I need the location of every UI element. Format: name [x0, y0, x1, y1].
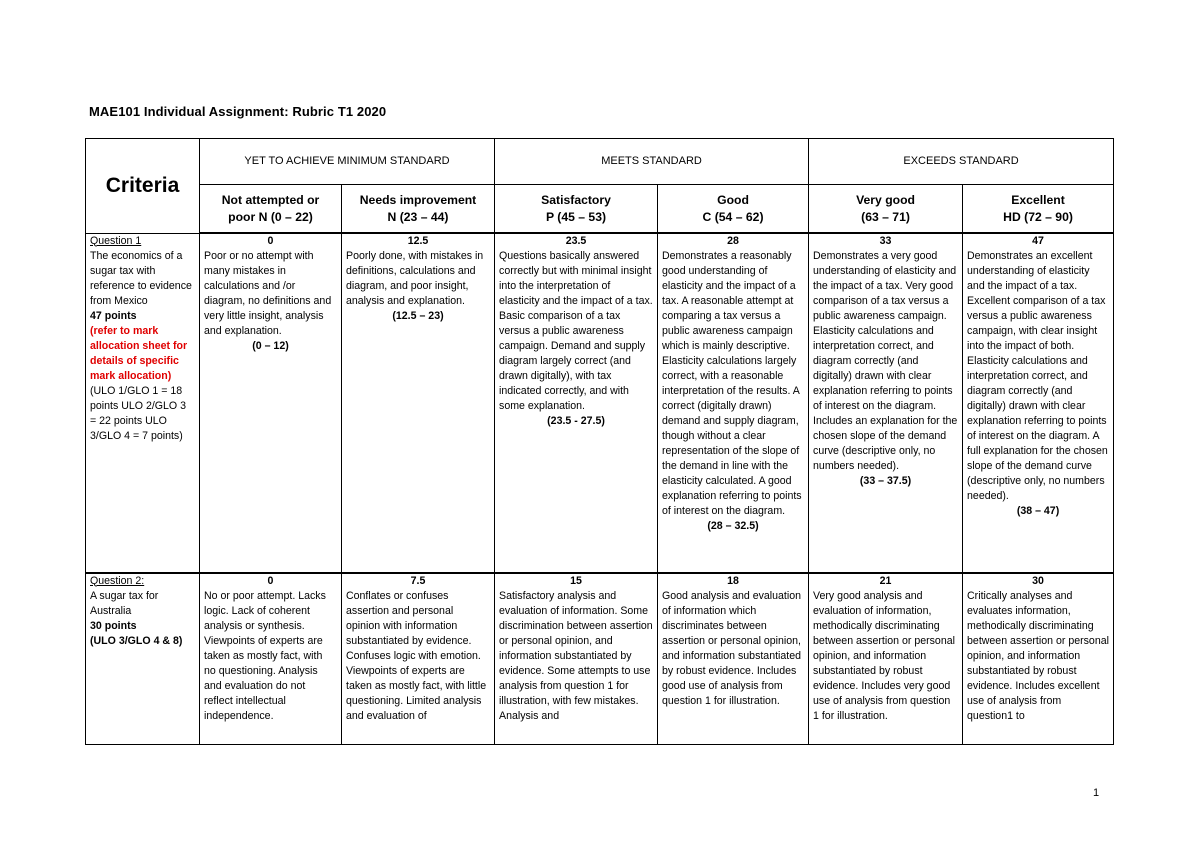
criteria-label: Question 2: — [90, 574, 145, 587]
table-row-question-2 — [86, 573, 1114, 745]
cell-score: 18 — [727, 574, 739, 587]
cell-description: Demonstrates an excellent understanding of elasticity and the impact of a tax. Excellent comparison of a tax versus a public awareness campaign, with clear insight into the impact of both. Elasticity calculations and interpretation correct, and diagram correctly (and digitally) drawn with clear explanation referring to points of interest on the diagram. A full explanation for the chosen slope of the demand curve (descriptive only, no numbers needed). — [967, 250, 1108, 502]
header-row-groups — [86, 139, 1114, 185]
rubric-cell — [658, 573, 809, 745]
criteria-description: The economics of a sugar tax with reference to evidence from Mexico — [90, 249, 192, 307]
rubric-cell — [342, 233, 495, 573]
rubric-cell — [809, 573, 963, 745]
cell-score: 7.5 — [410, 574, 426, 587]
cell-range: (33 – 37.5) — [859, 475, 912, 487]
page-number: 1 — [1093, 787, 1100, 799]
level-range: HD (72 – 90) — [1003, 209, 1073, 224]
criteria-cell — [86, 573, 200, 745]
level-name: Not attempted or — [221, 192, 320, 207]
cell-description: Demonstrates a very good understanding of elasticity and the impact of a tax. Very good comparison of a tax versus a public awareness campaign. Elasticity calculations and interpretation correct, and diagram correctly (and digitally) drawn with clear explanation referring to points of interest on the diagram. Includes an explanation for the chosen slope of the demand curve (descriptive only, no numbers needed). — [813, 250, 958, 472]
rubric-cell — [963, 233, 1114, 573]
level-header — [342, 185, 495, 234]
level-range: (63 – 71) — [861, 209, 910, 224]
cell-score: 12.5 — [407, 235, 429, 247]
level-header — [658, 185, 809, 234]
rubric-cell — [200, 233, 342, 573]
cell-description: Critically analyses and evaluates information, methodically discriminating between assertion or personal opinion, and information substantiated by robust evidence. Includes excellent use of analysis from question1 to — [967, 589, 1109, 722]
cell-description: Satisfactory analysis and evaluation of information. Some discrimination between assertion or personal opinion, and information substantiated by evidence. Some attempts to use analysis from question 1 for illustration, with few mistakes. Analysis and — [499, 589, 653, 722]
cell-range: (23.5 - 27.5) — [547, 415, 605, 427]
rubric-cell — [809, 233, 963, 573]
table-row-question-1 — [86, 233, 1114, 573]
level-range: P (45 – 53) — [545, 209, 607, 224]
criteria-points: 30 points — [90, 619, 137, 632]
rubric-cell — [342, 573, 495, 745]
criteria-cell — [86, 233, 200, 573]
cell-description: Conflates or confuses assertion and personal opinion with information substantiated by evidence. Confuses logic with emotion. Viewpoints of experts are taken as mostly fact, with little questioning. Limited analysis and evaluation of — [346, 589, 487, 722]
level-name: Very good — [856, 192, 915, 207]
criteria-note: (refer to mark allocation sheet for details of specific mark allocation) — [90, 324, 188, 382]
level-range: poor N (0 – 22) — [228, 209, 313, 224]
rubric-cell — [963, 573, 1114, 745]
level-name: Excellent — [1011, 192, 1065, 207]
cell-score: 33 — [879, 235, 892, 247]
rubric-table — [85, 138, 1114, 745]
cell-description: No or poor attempt. Lacks logic. Lack of coherent analysis or synthesis. Viewpoints of experts are taken as mostly fact, with no questioning. Analysis and evaluation do not reflect intellectual independence. — [204, 589, 326, 722]
cell-range: (0 – 12) — [252, 340, 289, 352]
criteria-description: A sugar tax for Australia — [90, 589, 159, 617]
criteria-label: Question 1 — [90, 234, 142, 247]
cell-description: Poor or no attempt with many mistakes in calculations and /or diagram, no definitions and very little insight, analysis and explanation. — [204, 250, 332, 337]
cell-score: 47 — [1032, 235, 1044, 247]
level-range: N (23 – 44) — [387, 209, 449, 224]
header-row-levels — [86, 185, 1114, 234]
cell-description: Good analysis and evaluation of information which discriminates between assertion or personal opinion, and information substantiated by robust evidence. Includes good use of analysis from question 1 for illustration. — [662, 589, 802, 707]
group-yet-to-achieve: YET TO ACHIEVE MINIMUM STANDARD — [200, 139, 495, 185]
level-header — [809, 185, 963, 234]
level-header — [495, 185, 658, 234]
cell-score: 28 — [727, 235, 739, 247]
rubric-cell — [658, 233, 809, 573]
cell-score: 0 — [267, 574, 274, 587]
cell-description: Questions basically answered correctly but with minimal insight into the interpretation of elasticity and the impact of a tax. Basic comparison of a tax versus a public awareness campaign. Demand and supply diagram largely correct (and drawn digitally), with tax indicated correctly, and with some explanation. — [499, 250, 653, 412]
cell-score: 15 — [570, 574, 582, 587]
cell-range: (38 – 47) — [1016, 505, 1060, 517]
level-range: C (54 – 62) — [702, 209, 764, 224]
criteria-ulo: (ULO 1/GLO 1 = 18 points ULO 2/GLO 3 = 22 points ULO 3/GLO 4 = 7 points) — [90, 384, 186, 442]
cell-description: Poorly done, with mistakes in definitions, calculations and diagram, and poor insight, analysis and explanation. — [346, 250, 484, 307]
rubric-cell — [200, 573, 342, 745]
cell-description: Very good analysis and evaluation of information, methodically discriminating between assertion or personal opinion, and information substantiated by robust evidence. Includes very good use of analysis from question 1 for illustration. — [813, 589, 955, 722]
cell-score: 23.5 — [565, 235, 587, 247]
level-name: Good — [717, 192, 749, 207]
level-name: Needs improvement — [359, 192, 477, 207]
cell-score: 21 — [879, 574, 892, 587]
cell-range: (12.5 – 23) — [392, 310, 444, 322]
criteria-points: 47 points — [90, 309, 137, 322]
rubric-cell — [495, 573, 658, 745]
cell-score: 0 — [267, 235, 274, 247]
level-name: Satisfactory — [541, 192, 611, 207]
group-exceeds-standard: EXCEEDS STANDARD — [809, 139, 1114, 185]
document-title: MAE101 Individual Assignment: Rubric T1 2020 — [89, 104, 387, 119]
level-header — [963, 185, 1114, 234]
cell-description: Demonstrates a reasonably good understanding of elasticity and the impact of a tax. A reasonable attempt at comparing a tax versus a public awareness campaign which is mainly descriptive. Elasticity calculations largely correct, with a reasonable interpretation of the results. A correct (digitally drawn) demand and supply diagram, though without a clear representation of the slope of the demand in line with the elasticity calculated. A good explanation referring to points of interest on the diagram. — [662, 250, 802, 517]
rubric-cell — [495, 233, 658, 573]
level-header — [200, 185, 342, 234]
criteria-ulo: (ULO 3/GLO 4 & 8) — [90, 634, 183, 647]
criteria-header: Criteria — [86, 139, 200, 234]
group-meets-standard: MEETS STANDARD — [495, 139, 809, 185]
cell-score: 30 — [1032, 574, 1044, 587]
cell-range: (28 – 32.5) — [707, 520, 759, 532]
